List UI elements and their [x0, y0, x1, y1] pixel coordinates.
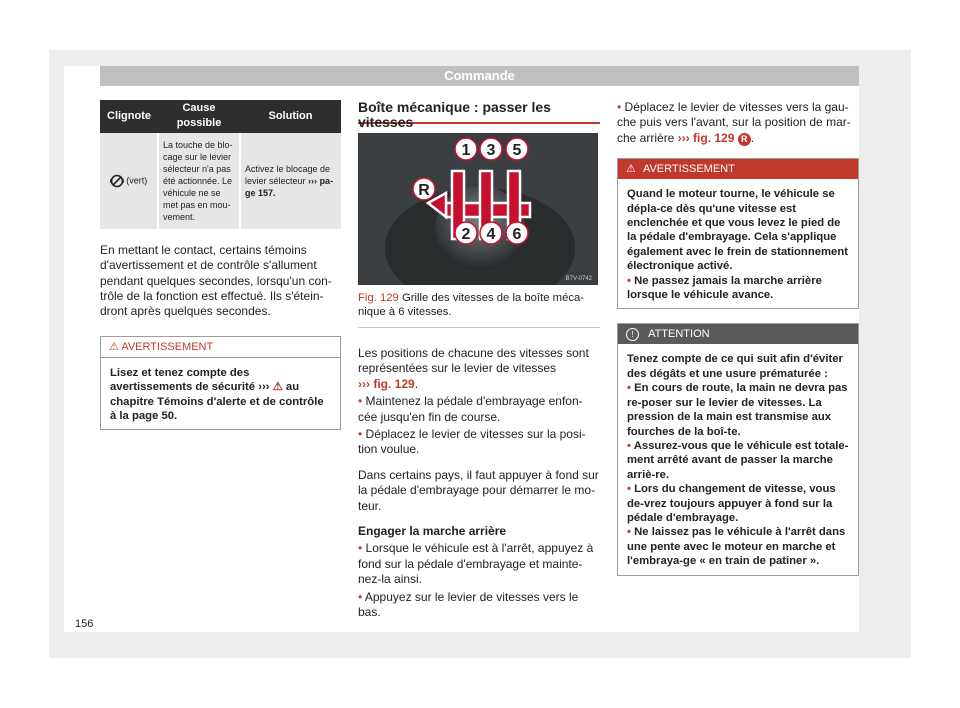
- warning-text-start: Lisez et tenez compte des avertissements de sécurité: [110, 366, 256, 394]
- table-header-cell: Cause possible: [158, 100, 240, 133]
- caption-text: Grille des vitesses de la boîte méca-nique à 6 vitesses.: [358, 292, 585, 318]
- column-left: [100, 100, 341, 444]
- column-right: [617, 100, 859, 590]
- bullet-icon: •: [627, 483, 631, 496]
- warning-title: AVERTISSEMENT: [121, 340, 214, 353]
- attention-item-text: Ne laissez pas le véhicule à l'arrêt dans une pente avec le moteur en marche et l'embraya-ge « en train de patiner ».: [627, 526, 846, 568]
- table-header-cell: Solution: [240, 100, 341, 133]
- page-number: 156: [75, 618, 94, 630]
- warning-item: [627, 274, 849, 303]
- warning-box-body: [618, 179, 858, 308]
- gear-label-3: 3: [486, 142, 496, 159]
- solution-page-link[interactable]: pa-ge 157.: [245, 175, 334, 198]
- warning-triangle-icon: ⚠: [626, 163, 636, 176]
- list-item-text: Appuyez sur le levier de vitesses vers le bas.: [358, 589, 579, 620]
- intro-paragraph: En mettant le contact, certains témoins d'avertissement et de contrôle s'allument pendant quelques secondes, lorsqu'un con-trôle de la fonction est effectué. Ils s'étein-dront après quelques secondes.: [100, 242, 332, 319]
- list-item-text: Maintenez la pédale d'embrayage enfon-cée jusqu'en fin de course.: [358, 394, 583, 424]
- fig-ref-arrows: ›››: [677, 130, 690, 145]
- warning-box-head: [101, 337, 340, 358]
- attention-item: [627, 482, 849, 525]
- list-item-text: Déplacez le levier de vitesses vers la gau-che puis vers l'avant, sur la position de mar-che arrière: [617, 100, 851, 145]
- indicator-table: [100, 100, 341, 229]
- bullet-icon: •: [358, 589, 363, 604]
- attention-box-head: [618, 324, 858, 344]
- gear-label-r: R: [418, 182, 430, 199]
- table-cell-indicator: [100, 133, 158, 229]
- info-circle-icon: !: [626, 328, 639, 341]
- attention-title: ATTENTION: [648, 328, 710, 341]
- reverse-badge: R: [738, 133, 751, 146]
- table-cell-cause: La touche de blo-cage sur le levier sélecteur n'a pas été actionnée. Le véhicule ne se met pas en mou-vement.: [158, 133, 240, 229]
- warning-item: Quand le moteur tourne, le véhicule se dépla-ce dès qu'une vitesse est enclenchée et que vous levez le pied de la pédale d'embrayage. Cela s'applique également avec le frein de stationnement électronique activé.: [627, 188, 848, 273]
- table-header-row: [100, 100, 341, 133]
- gear-lock-warning-icon: [110, 174, 124, 188]
- column-middle: [358, 100, 600, 631]
- gear-label-1: 1: [461, 142, 471, 159]
- fig-ref-link[interactable]: fig. 129: [693, 130, 735, 145]
- list-item: [358, 394, 600, 425]
- caption-label: Fig. 129: [358, 292, 399, 304]
- warning-triangle-icon: ⚠: [109, 340, 119, 353]
- warning-text-end[interactable]: au chapitre Témoins d'alerte et de contrôle à la page 50.: [110, 381, 324, 423]
- bullet-icon: •: [627, 274, 631, 287]
- list-item-text: Déplacez le levier de vitesses sur la posi-tion voulue.: [358, 427, 586, 457]
- bullet-icon: •: [617, 100, 622, 114]
- bullet-icon: •: [358, 541, 363, 556]
- gear-label-2: 2: [461, 226, 471, 243]
- attention-box-body: [618, 344, 858, 574]
- gear-shift-figure: [358, 133, 598, 285]
- bullet-icon: •: [358, 427, 363, 442]
- list-item: [358, 427, 600, 458]
- warning-box-right: [617, 158, 859, 309]
- gear-label-5: 5: [512, 142, 522, 159]
- gear-label-6: 6: [512, 226, 522, 243]
- warning-title: AVERTISSEMENT: [642, 163, 735, 176]
- fig-ref-arrows: ›››: [358, 376, 370, 391]
- bullet-icon: •: [627, 382, 631, 395]
- table-cell-solution: [240, 133, 341, 229]
- attention-item-text: En cours de route, la main ne devra pas re-poser sur le levier de vitesses. La pression de la main est transmise aux fourches de la boî-te.: [627, 382, 848, 438]
- gear-pattern-illustration: [358, 133, 598, 285]
- solution-text: Activez le blocage de levier sélecteur: [245, 163, 331, 186]
- list-item: [358, 590, 600, 621]
- attention-item-text: Lors du changement de vitesse, vous de-vrez toujours appuyer à fond sur la pédale d'embrayage.: [627, 483, 836, 524]
- positions-paragraph: Les positions de chacune des vitesses sont représentées sur le levier de vitesses ››› fig. 129.: [358, 346, 589, 391]
- warning-item-text: Ne passez jamais la marche arrière lorsque le véhicule avance.: [627, 274, 822, 302]
- figure-code: B7V-0742: [565, 276, 592, 282]
- warning-arrows: ›››: [258, 381, 270, 394]
- gear-label-4: 4: [486, 226, 496, 243]
- attention-item-text: Assurez-vous que le véhicule est totale-ment arrêté avant de passer la marche arriè-re.: [627, 439, 849, 481]
- reverse-subheading: Engager la marche arrière: [358, 524, 507, 539]
- fig-ref-link[interactable]: fig. 129: [373, 376, 415, 391]
- warning-box-head: [618, 159, 858, 179]
- section-title: Boîte mécanique : passer les vitesses: [358, 100, 600, 124]
- warning-box-left: [100, 336, 341, 431]
- bullet-icon: •: [627, 439, 631, 452]
- attention-item: [627, 381, 849, 439]
- attention-box: [617, 323, 859, 575]
- solution-arrows: ›››: [308, 175, 318, 186]
- bullet-icon: •: [627, 526, 631, 539]
- list-item: • Déplacez le levier de vitesses vers la gau-che puis vers l'avant, sur la position de mar-che arrière ››› fig. 129 R .: [617, 100, 851, 145]
- list-item-text: Lorsque le véhicule est à l'arrêt, appuyez à fond sur la pédale d'embrayage et mainte-nez-la ainsi.: [358, 541, 594, 587]
- warning-triangle-icon-inline: ⚠: [272, 381, 283, 394]
- attention-intro: Tenez compte de ce qui suit afin d'éviter des dégâts et une usure prématurée :: [627, 353, 843, 380]
- attention-item: [627, 439, 849, 482]
- warning-box-body: [101, 358, 340, 430]
- indicator-color: (vert): [126, 175, 148, 186]
- list-item: [358, 541, 600, 587]
- positions-text: Les positions de chacune des vitesses sont représentées sur le levier de vitesses: [358, 346, 589, 376]
- table-header-cell: Clignote: [100, 100, 158, 133]
- attention-item: [627, 525, 849, 568]
- table-row: [100, 133, 341, 229]
- clutch-paragraph: Dans certains pays, il faut appuyer à fond sur la pédale d'embrayage pour démarrer le mo-teur.: [358, 467, 599, 513]
- figure-caption: [358, 285, 600, 328]
- page-header: Commande: [100, 66, 859, 86]
- bullet-icon: •: [358, 394, 363, 409]
